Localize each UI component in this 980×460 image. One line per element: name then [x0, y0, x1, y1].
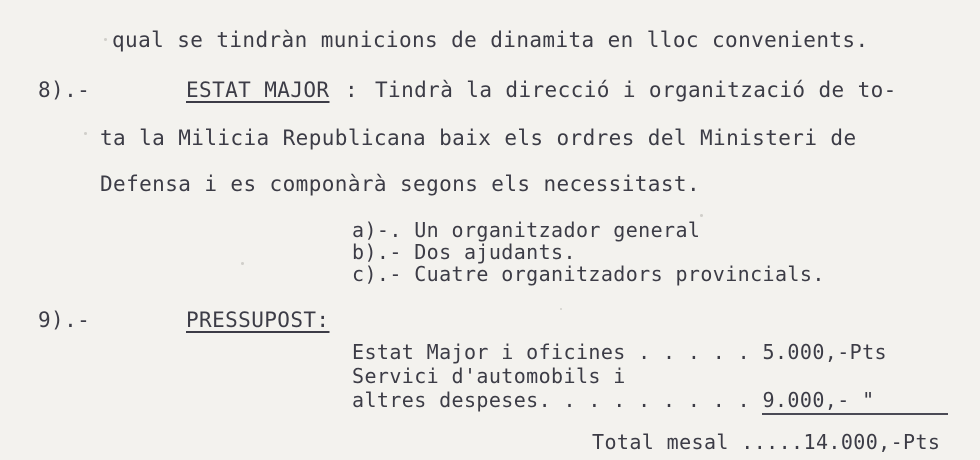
paper-speck: [84, 132, 87, 135]
section-9-number: 9).-: [38, 308, 91, 332]
section-8-number: 8).-: [38, 78, 91, 102]
budget-line-vehicles: Servici d'automobils i: [352, 364, 626, 388]
section-8-item: a)-. Un organitzador general: [352, 218, 701, 242]
section-8-item: b).- Dos ajudants.: [352, 240, 576, 264]
budget-line-staff: Estat Major i oficines . . . . . 5.000,-Pts: [352, 340, 887, 364]
budget-line-expenses: altres despeses. . . . . . . . . 9.000,- ": [352, 388, 875, 412]
section-8-separator: :: [345, 78, 359, 102]
intro-line: qual se tindràn municions de dinamita en lloc convenients.: [112, 28, 869, 52]
sum-underline: [762, 413, 948, 415]
paper-speck: [560, 308, 562, 310]
paper-speck: [241, 262, 244, 265]
section-8-text-line-3: Defensa i es componàrà segons els necessitast.: [100, 172, 700, 196]
section-8-item: c).- Cuatre organitzadors provincials.: [352, 262, 825, 286]
budget-total: Total mesal .....14.000,-Pts: [592, 430, 941, 454]
section-8-title: ESTAT MAJOR: [186, 78, 330, 102]
section-8-text-line-1: Tindrà la direcció i organització de to-: [375, 78, 897, 102]
section-8-text-line-2: ta la Milicia Republicana baix els ordres del Ministeri de: [100, 126, 857, 150]
section-9-title: PRESSUPOST:: [186, 308, 330, 332]
paper-speck: [104, 38, 107, 41]
paper-speck: [700, 214, 703, 217]
